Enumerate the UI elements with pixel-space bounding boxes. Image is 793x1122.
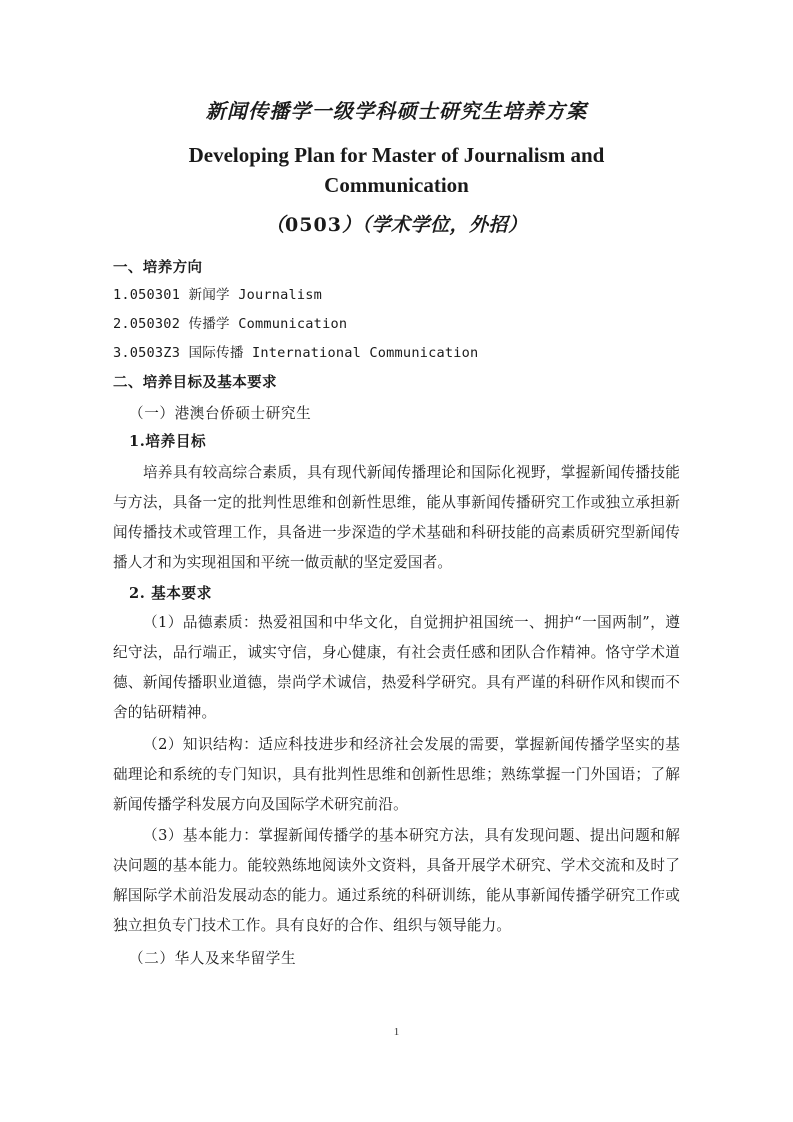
subsection-heading-b: （二）华人及来华留学生 <box>129 950 297 968</box>
document-title-english <box>113 140 680 201</box>
subsection-heading-a: （一）港澳台侨硕士研究生 <box>129 404 312 422</box>
numbered-heading-basic-requirements: 2. 基本要求 <box>129 585 212 603</box>
title-english-line-1: Developing Plan for Master of Journalism and <box>188 143 605 167</box>
section-heading-two: 二、培养目标及基本要求 <box>113 375 277 392</box>
list-item: 1.050301 新闻学 Journalism <box>113 286 323 303</box>
document-subtitle-code <box>113 211 680 240</box>
numbered-heading-training-objective: 1.培养目标 <box>129 433 207 451</box>
document-title-chinese: 新闻传播学一级学科硕士研究生培养方案 <box>205 99 588 123</box>
title-english-line-2: Communication <box>324 173 469 198</box>
section-heading-one: 一、培养方向 <box>113 260 203 277</box>
paragraph-requirement-knowledge-structure: （2）知识结构：适应科技进步和经济社会发展的需要，掌握新闻传播学坚实的基础理论和系统的专门知识，具有批判性思维和创新性思维；熟练掌握一门外国语；了解新闻传播学科发展方向及国际学术研究前沿。 <box>113 735 680 813</box>
list-item: 3.0503Z3 国际传播 International Communication <box>113 345 479 362</box>
paragraph-requirement-moral-quality: （1）品德素质：热爱祖国和中华文化，自觉拥护祖国统一、拥护“一国两制”，遵纪守法，品行端正，诚实守信，身心健康，有社会责任感和团队合作精神。恪守学术道德、新闻传播职业道德，崇尚学术诚信，热爱科学研究。具有严谨的科研作风和锲而不舍的钻研精神。 <box>113 614 680 721</box>
document-content <box>113 0 680 971</box>
paragraph-requirement-basic-ability: （3）基本能力：掌握新闻传播学的基本研究方法，具有发现问题、提出问题和解决问题的基本能力。能较熟练地阅读外文资料，具备开展学术研究、学术交流和及时了解国际学术前沿发展动态的能力。通过系统的科研训练，能从事新闻传播学研究工作或独立担负专门技术工作。具有良好的合作、组织与领导能力。 <box>113 827 680 935</box>
page-number: 1 <box>393 1026 400 1038</box>
subtitle-discipline-code: 0503 <box>285 213 342 236</box>
subtitle-paren-open: （ <box>265 213 286 236</box>
subtitle-degree-type: ）（学术学位，外招） <box>341 213 528 236</box>
paragraph-training-objective: 培养具有较高综合素质，具有现代新闻传播理论和国际化视野，掌握新闻传播技能与方法，具备一定的批判性思维和创新性思维，能从事新闻传播研究工作或独立承担新闻传播技术或管理工作，具备进一步深造的学术基础和科研技能的高素质研究型新闻传播人才和为实现祖国和平统一做贡献的坚定爱国者。 <box>113 463 680 571</box>
list-item: 2.050302 传播学 Communication <box>113 315 348 332</box>
